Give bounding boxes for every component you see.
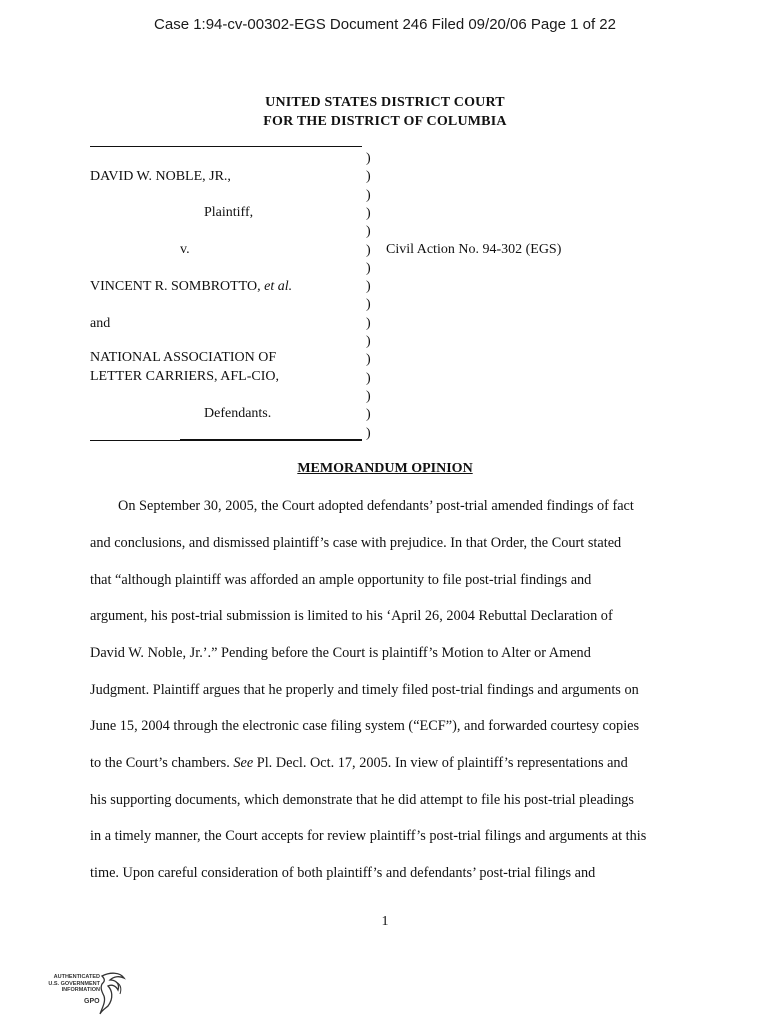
caption-paren: ) bbox=[366, 388, 371, 404]
gpo-authentication-seal bbox=[38, 970, 138, 1018]
caption-paren: ) bbox=[366, 260, 371, 276]
court-district: FOR THE DISTRICT OF COLUMBIA bbox=[263, 114, 507, 129]
body-line-8-post: Pl. Decl. Oct. 17, 2005. In view of plaintiff’s representations and bbox=[253, 755, 628, 771]
caption-paren: ) bbox=[366, 279, 371, 295]
case-header: Case 1:94-cv-00302-EGS Document 246 Filed 09/20/06 Page 1 of 22 bbox=[154, 16, 616, 33]
seal-gpo: GPO bbox=[84, 998, 100, 1005]
plaintiff-name: DAVID W. NOBLE, JR., bbox=[90, 169, 231, 184]
caption-paren: ) bbox=[366, 187, 371, 203]
body-line-2: and conclusions, and dismissed plaintiff’s case with prejudice. In that Order, the Court stated bbox=[90, 535, 622, 551]
caption-bottom-rule-thin bbox=[90, 440, 180, 441]
body-line-11: time. Upon careful consideration of both plaintiff’s and defendants’ post-trial filings and bbox=[90, 865, 596, 881]
body-line-8 bbox=[90, 755, 628, 772]
seal-line-1: AUTHENTICATED bbox=[53, 974, 100, 980]
plaintiff-label: Plaintiff, bbox=[204, 205, 254, 220]
caption-paren: ) bbox=[366, 169, 371, 185]
body-line-7: June 15, 2004 through the electronic case filing system (“ECF”), and forwarded courtesy copies bbox=[90, 718, 640, 734]
civil-action-number: Civil Action No. 94-302 (EGS) bbox=[386, 242, 562, 257]
caption-paren: ) bbox=[366, 224, 371, 240]
caption-top-rule bbox=[90, 146, 362, 147]
eagle-icon bbox=[98, 970, 128, 1016]
defendants-label: Defendants. bbox=[204, 406, 272, 421]
caption-paren: ) bbox=[366, 242, 371, 258]
body-line-9: his supporting documents, which demonstrate that he did attempt to file his post-trial pleadings bbox=[90, 792, 634, 808]
defendant-nalc-line2: LETTER CARRIERS, AFL-CIO, bbox=[90, 369, 280, 384]
body-line-8-pre: to the Court’s chambers. bbox=[90, 755, 234, 771]
caption-paren: ) bbox=[366, 151, 371, 166]
body-line-5: David W. Noble, Jr.’.” Pending before the Court is plaintiff’s Motion to Alter or Amend bbox=[90, 645, 591, 661]
defendant-sombrotto bbox=[90, 279, 292, 295]
caption-bottom-rule-thick bbox=[180, 439, 362, 441]
memorandum-title: MEMORANDUM OPINION bbox=[297, 461, 473, 476]
caption-paren: ) bbox=[366, 370, 371, 386]
and-conjunction: and bbox=[90, 316, 111, 331]
see-signal: See bbox=[233, 755, 254, 771]
defendant-name: VINCENT R. SOMBROTTO, bbox=[90, 279, 265, 294]
defendant-nalc-line1: NATIONAL ASSOCIATION OF bbox=[90, 350, 277, 365]
body-line-10: in a timely manner, the Court accepts for review plaintiff’s post-trial filings and arguments at this bbox=[90, 828, 647, 844]
page-number: 1 bbox=[381, 914, 389, 929]
seal-text bbox=[38, 974, 100, 994]
caption-paren: ) bbox=[366, 407, 371, 423]
body-line-1: On September 30, 2005, the Court adopted defendants’ post-trial amended findings of fact bbox=[118, 498, 634, 514]
caption-paren: ) bbox=[366, 205, 371, 221]
versus: v. bbox=[180, 242, 190, 257]
body-line-6: Judgment. Plaintiff argues that he properly and timely filed post-trial findings and arguments on bbox=[90, 682, 639, 698]
caption-paren: ) bbox=[366, 425, 371, 441]
seal-line-2: U.S. GOVERNMENT bbox=[48, 980, 100, 987]
court-name: UNITED STATES DISTRICT COURT bbox=[265, 95, 505, 110]
caption-paren: ) bbox=[366, 352, 371, 368]
body-line-4: argument, his post-trial submission is limited to his ‘April 26, 2004 Rebuttal Declaration of bbox=[90, 608, 613, 624]
caption-paren: ) bbox=[366, 334, 371, 349]
caption-paren: ) bbox=[366, 297, 371, 313]
seal-line-3: INFORMATION bbox=[61, 987, 100, 993]
body-line-3: that “although plaintiff was afforded an ample opportunity to file post-trial findings and bbox=[90, 572, 592, 588]
caption-paren: ) bbox=[366, 315, 371, 331]
et-al: et al. bbox=[264, 279, 293, 294]
